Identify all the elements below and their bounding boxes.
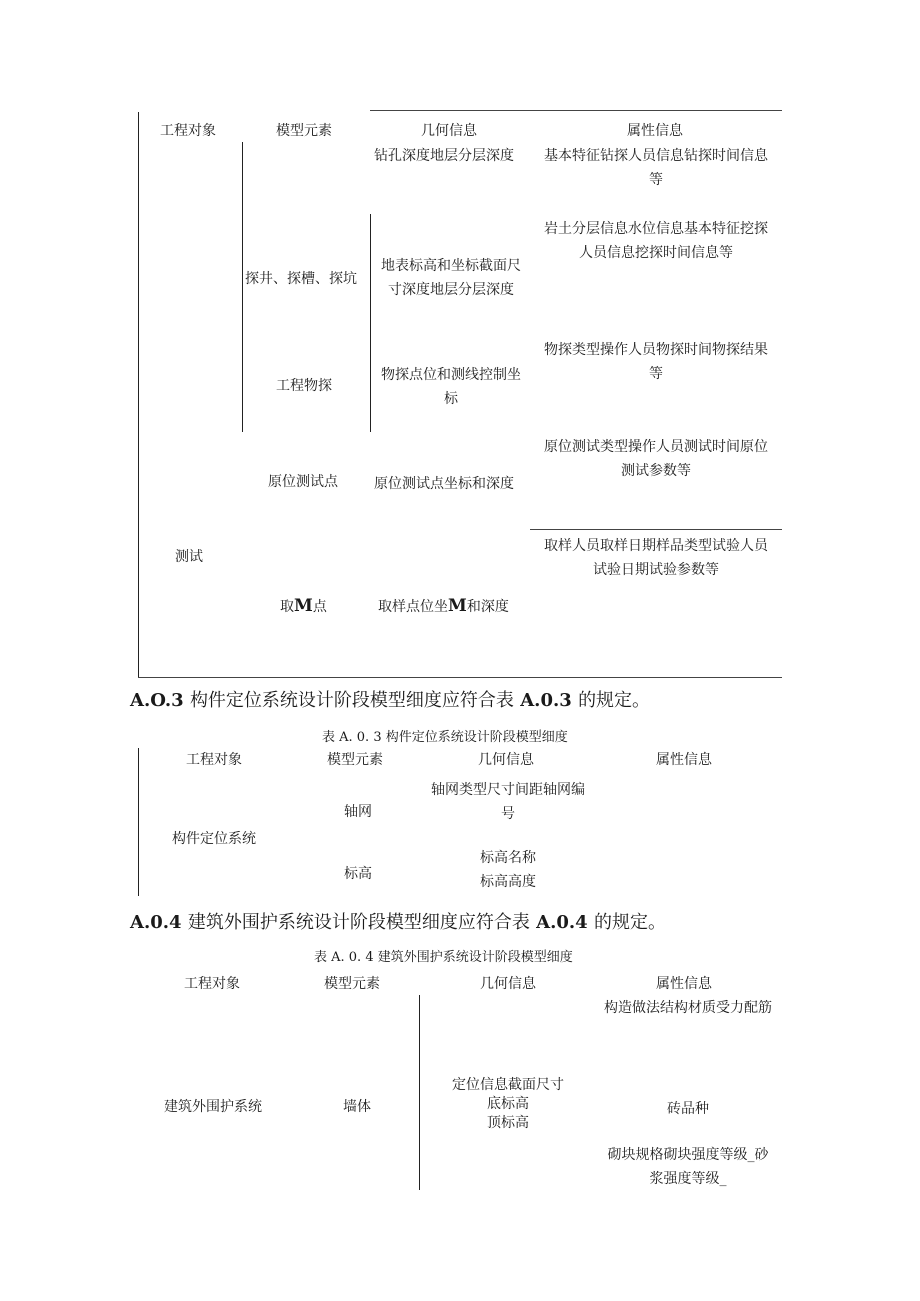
axis-geometry: 轴网类型尺寸间距轴网编 号 xyxy=(431,782,585,822)
section-heading-a04: A.0.4 建筑外围护系统设计阶段模型细度应符合表 A.0.4 的规定。 xyxy=(130,912,666,933)
drill-geometry: 钻孔深度地层分层深度 xyxy=(374,148,514,164)
insitu-geometry: 原位测试点坐标和深度 xyxy=(374,476,514,492)
locating-object: 构件定位系统 xyxy=(172,831,256,847)
wall-geometry: 定位信息截面尺寸 底标高 顶标高 xyxy=(452,1077,564,1131)
table-divider xyxy=(419,995,420,1190)
sample-geometry: 取样点位坐M和深度 xyxy=(378,596,509,616)
axis-element: 轴网 xyxy=(344,804,372,820)
wall-attribute-mid: 砖品种 xyxy=(667,1101,709,1117)
sample-attribute: 取样人员取样日期样品类型试验人员 试验日期试验参数等 xyxy=(544,538,768,578)
header-attribute: 属性信息 xyxy=(627,123,683,139)
wall-attribute-top: 构造做法结构材质受力配筋 xyxy=(604,1000,772,1016)
header-attribute: 属性信息 xyxy=(656,752,712,768)
geophys-attribute: 物探类型操作人员物探时间物探结果 等 xyxy=(544,342,768,382)
insitu-element: 原位测试点 xyxy=(268,474,338,490)
header-geometry: 几何信息 xyxy=(421,123,477,139)
header-element: 模型元素 xyxy=(324,976,380,992)
wall-element: 墙体 xyxy=(343,1099,371,1115)
drill-attribute: 基本特征钻探人员信息钻探时间信息 等 xyxy=(544,148,768,188)
level-geometry: 标高名称 标高高度 xyxy=(480,850,536,890)
header-geometry: 几何信息 xyxy=(478,752,534,768)
envelope-object: 建筑外围护系统 xyxy=(164,1099,262,1115)
header-object: 工程对象 xyxy=(186,752,242,768)
geophys-element: 工程物探 xyxy=(276,378,332,394)
pit-geometry: 地表标高和坐标截面尺 寸深度地层分层深度 xyxy=(381,258,521,298)
wall-attribute-bottom: 砌块规格砌块强度等级_砂 浆强度等级_ xyxy=(607,1147,769,1187)
test-object: 测试 xyxy=(175,549,203,565)
header-attribute: 属性信息 xyxy=(656,976,712,992)
header-object: 工程对象 xyxy=(184,976,240,992)
table-caption: 表 A. 0. 3 构件定位系统设计阶段模型细度 xyxy=(322,730,568,745)
table-caption: 表 A. 0. 4 建筑外围护系统设计阶段模型细度 xyxy=(314,950,573,965)
table-divider xyxy=(370,214,371,432)
header-element: 模型元素 xyxy=(276,123,332,139)
table-bottom-rule xyxy=(138,677,782,678)
section-heading-a03: A.O.3 构件定位系统设计阶段模型细度应符合表 A.0.3 的规定。 xyxy=(130,690,651,711)
header-geometry: 几何信息 xyxy=(480,976,536,992)
table-rule xyxy=(370,110,782,111)
table-divider xyxy=(242,142,243,432)
insitu-attribute: 原位测试类型操作人员测试时间原位 测试参数等 xyxy=(544,439,768,479)
header-element: 模型元素 xyxy=(327,752,383,768)
table-left-border xyxy=(138,112,139,678)
sample-element: 取M点 xyxy=(280,596,327,616)
pit-element: 探井、探槽、探坑 xyxy=(245,271,357,287)
pit-attribute: 岩土分层信息水位信息基本特征挖探 人员信息挖探时间信息等 xyxy=(544,221,768,261)
geophys-geometry: 物探点位和测线控制坐 标 xyxy=(381,367,521,407)
header-object: 工程对象 xyxy=(160,123,216,139)
table-rule xyxy=(530,529,782,530)
table-left-border xyxy=(138,748,139,896)
level-element: 标高 xyxy=(344,866,372,882)
